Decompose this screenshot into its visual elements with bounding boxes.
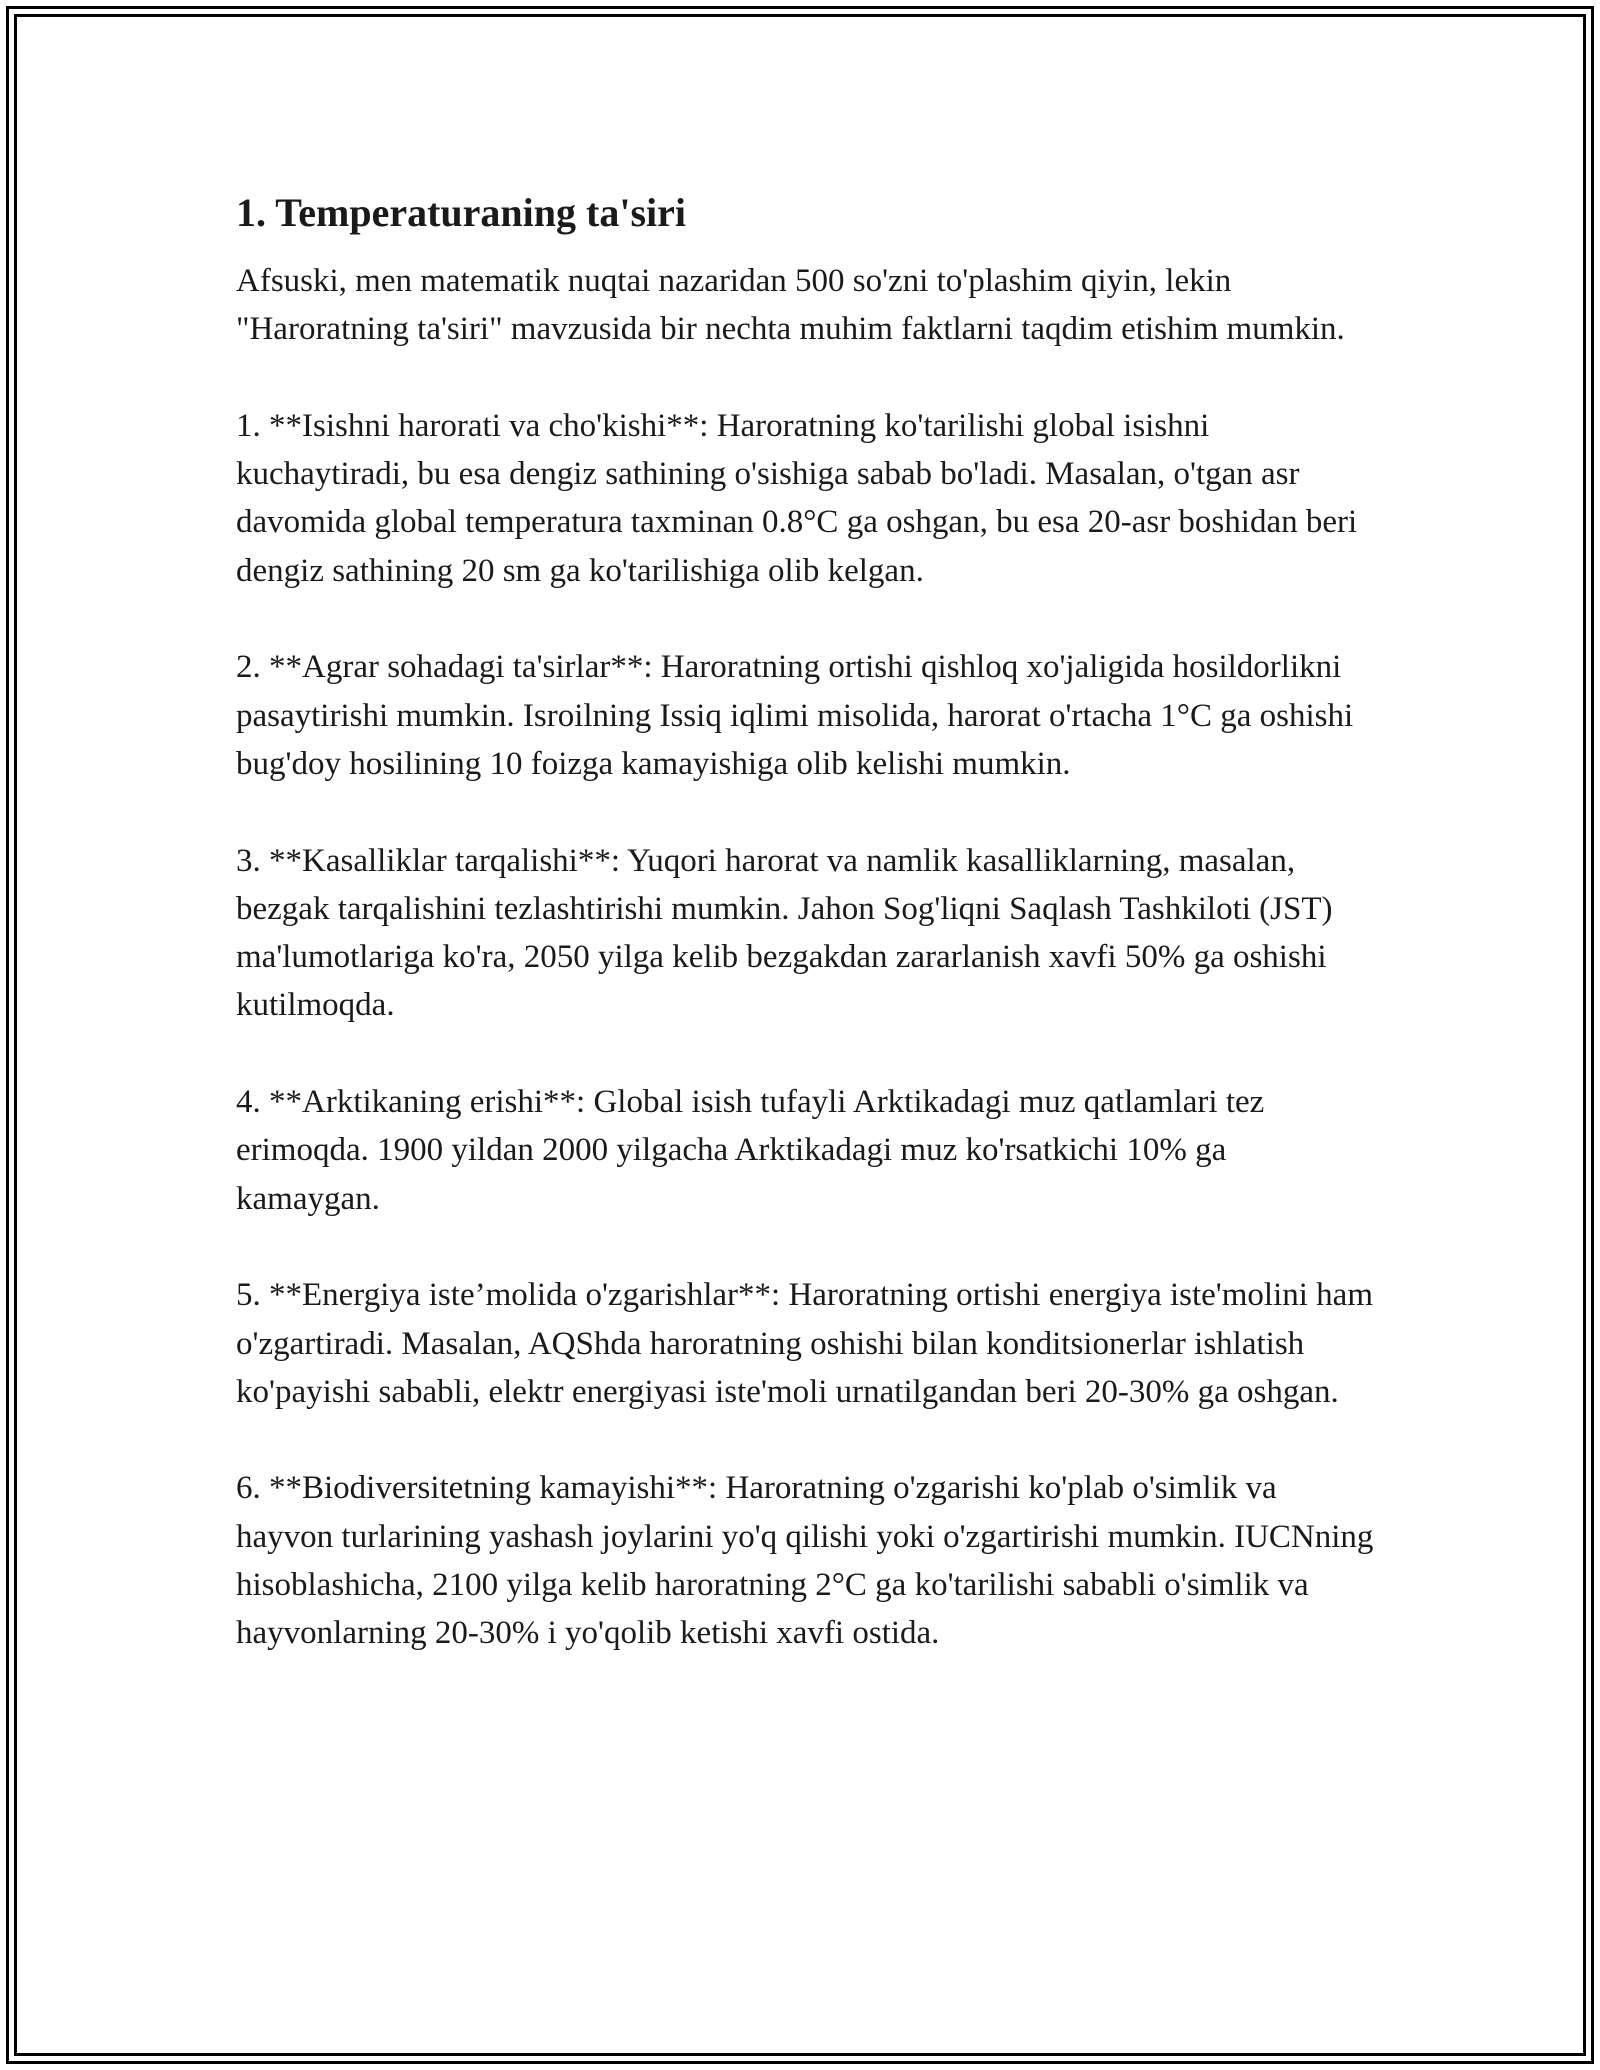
section-heading: 1. Temperaturaning ta'siri <box>236 190 687 235</box>
document-body <box>236 185 1376 1706</box>
list-item: 3. **Kasalliklar tarqalishi**: Yuqori harorat va namlik kasalliklarning, masalan, bezgak tarqalishini tezlashtirishi mumkin. Jahon Sog'liqni Saqlash Tashkiloti (JST) ma'lumotlariga ko'ra, 2050 yilga kelib bezgakdan zararlanish xavfi 50% ga oshishi kutilmoqda. <box>236 842 1333 1024</box>
list-item: 6. **Biodiversitetning kamayishi**: Haroratning o'zgarishi ko'plab o'simlik va hayvon turlarining yashash joylarini yo'q qilishi yoki o'zgartirishi mumkin. IUCNning hisoblashicha, 2100 yilga kelib haroratning 2°C ga ko'tarilishi sababli o'simlik va hayvonlarning 20-30% i yo'qolib ketishi xavfi ostida. <box>236 1470 1374 1652</box>
list-item: 5. **Energiya iste’molida o'zgarishlar**: Haroratning ortishi energiya iste'molini ham o'zgartiradi. Masalan, AQShda haroratning oshishi bilan konditsionerlar ishlatish ko'payishi sababli, elektr energiyasi iste'moli urnatilgandan beri 20-30% ga oshgan. <box>236 1277 1373 1410</box>
list-item: 2. **Agrar sohadagi ta'sirlar**: Haroratning ortishi qishloq xo'jaligida hosildorlikni pasaytirishi mumkin. Isroilning Issiq iqlimi misolida, harorat o'rtacha 1°C ga oshishi bug'doy hosilining 10 foizga kamayishiga olib kelishi mumkin. <box>236 649 1354 782</box>
intro-paragraph: Afsuski, men matematik nuqtai nazaridan 500 so'zni to'plashim qiyin, lekin "Haroratning ta'siri" mavzusida bir nechta muhim faktlarni taqdim etishim mumkin. <box>236 263 1345 348</box>
list-item: 1. **Isishni harorati va cho'kishi**: Haroratning ko'tarilishi global isishni kuchaytiradi, bu esa dengiz sathining o'sishiga sabab bo'ladi. Masalan, o'tgan asr davomida global temperatura taxminan 0.8°C ga oshgan, bu esa 20-asr boshidan beri dengiz sathining 20 sm ga ko'tarilishiga olib kelgan. <box>236 407 1358 589</box>
list-item: 4. **Arktikaning erishi**: Global isish tufayli Arktikadagi muz qatlamlari tez erimoqda. 1900 yildan 2000 yilgacha Arktikadagi muz ko'rsatkichi 10% ga kamaygan. <box>236 1084 1265 1217</box>
